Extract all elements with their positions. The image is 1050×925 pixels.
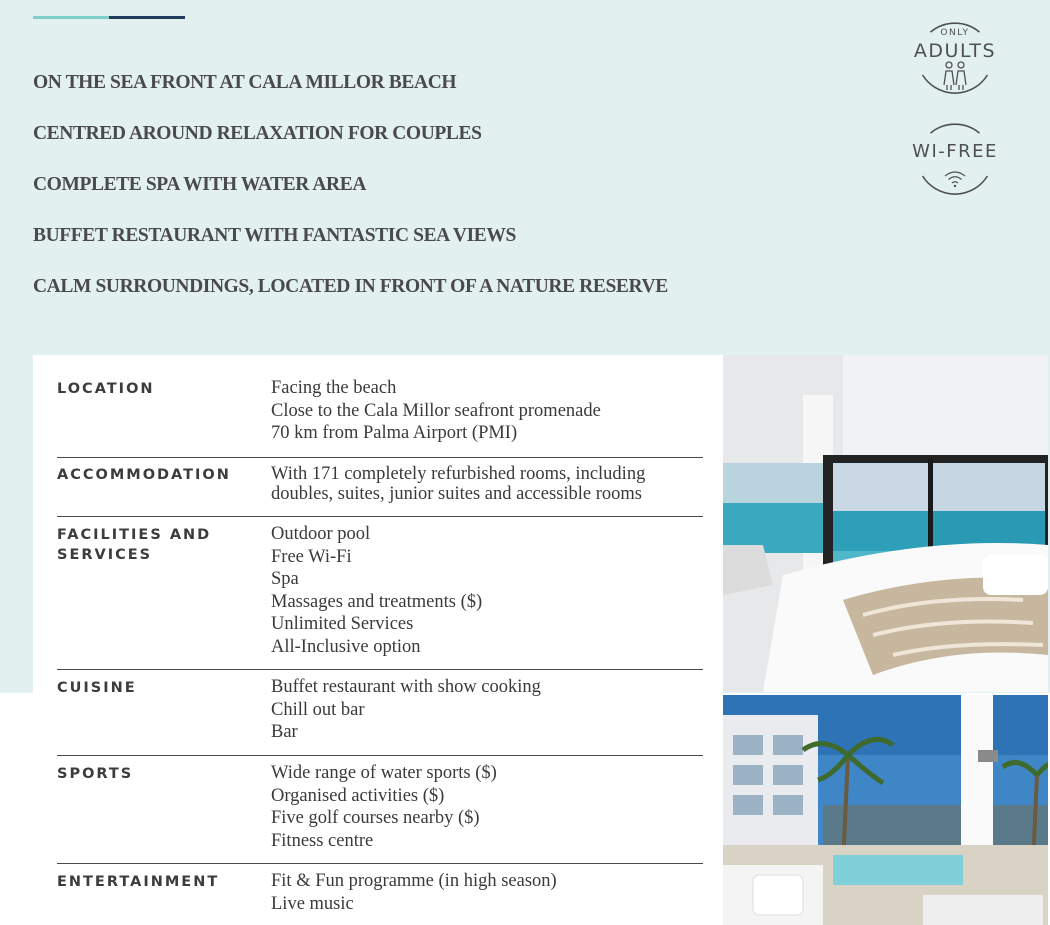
row-line: Outdoor pool — [271, 524, 371, 544]
info-row-facilities — [57, 516, 703, 670]
row-line: Facing the beach — [271, 378, 397, 398]
highlight-1: ON THE SEA FRONT AT CALA MILLOR BEACH — [33, 72, 457, 93]
row-label: CUISINE — [57, 680, 137, 696]
row-line: Bar — [271, 722, 298, 743]
info-row-accommodation — [57, 457, 703, 517]
row-lines — [271, 762, 711, 852]
wifi-icon — [943, 169, 967, 189]
row-label-line: FACILITIES AND — [57, 527, 212, 543]
row-label: LOCATION — [57, 381, 155, 397]
row-label — [57, 525, 247, 565]
row-line: Spa — [271, 569, 299, 590]
row-lines — [271, 523, 711, 659]
highlight-3: COMPLETE SPA WITH WATER AREA — [33, 174, 367, 195]
row-lines — [271, 676, 711, 744]
badge-only-text: ONLY — [940, 28, 970, 38]
row-lines — [271, 465, 711, 504]
row-line: Wide range of water sports ($) — [271, 763, 497, 783]
row-line: Massages and treatments ($) — [271, 591, 483, 612]
highlight-4: BUFFET RESTAURANT WITH FANTASTIC SEA VIEWS — [33, 225, 516, 246]
row-lines — [271, 870, 711, 915]
row-line: Free Wi-Fi — [271, 546, 352, 567]
row-line: Close to the Cala Millor seafront promenade — [271, 400, 601, 421]
terrace-photo — [723, 695, 1048, 925]
info-row-cuisine — [57, 669, 703, 756]
row-line: All-Inclusive option — [271, 636, 421, 657]
row-line: Live music — [271, 893, 354, 914]
accent-bar-navy — [109, 16, 185, 19]
highlight-5: CALM SURROUNDINGS, LOCATED IN FRONT OF A NATURE RESERVE — [33, 276, 668, 297]
bedroom-photo — [723, 355, 1048, 692]
row-line: Fit & Fun programme (in high season) — [271, 871, 557, 891]
info-row-location — [57, 377, 703, 457]
row-label-line: SERVICES — [57, 547, 153, 563]
row-label: SPORTS — [57, 766, 134, 782]
row-line: With 171 completely refurbished rooms, including — [271, 464, 646, 484]
row-line: Organised activities ($) — [271, 785, 445, 806]
row-line: Chill out bar — [271, 699, 365, 720]
row-line: 70 km from Palma Airport (PMI) — [271, 423, 518, 444]
badge-wifree-text: WI-FREE — [912, 141, 998, 162]
row-line: Unlimited Services — [271, 614, 414, 635]
wifi-free-badge — [913, 115, 997, 199]
row-line: Buffet restaurant with show cooking — [271, 677, 541, 697]
row-line: doubles, suites, junior suites and accessible rooms — [271, 483, 642, 504]
row-lines — [271, 377, 711, 445]
highlight-2: CENTRED AROUND RELAXATION FOR COUPLES — [33, 123, 482, 144]
badge-adults-text: ADULTS — [913, 40, 997, 62]
adults-only-badge — [913, 14, 997, 98]
row-line: Five golf courses nearby ($) — [271, 808, 480, 829]
row-label: ENTERTAINMENT — [57, 874, 220, 890]
row-line: Fitness centre — [271, 830, 374, 851]
info-row-entertainment — [57, 863, 703, 924]
row-label: ACCOMMODATION — [57, 467, 231, 483]
accent-bar-teal — [33, 16, 109, 19]
adults-couple-icon — [941, 61, 969, 91]
info-row-sports — [57, 755, 703, 864]
